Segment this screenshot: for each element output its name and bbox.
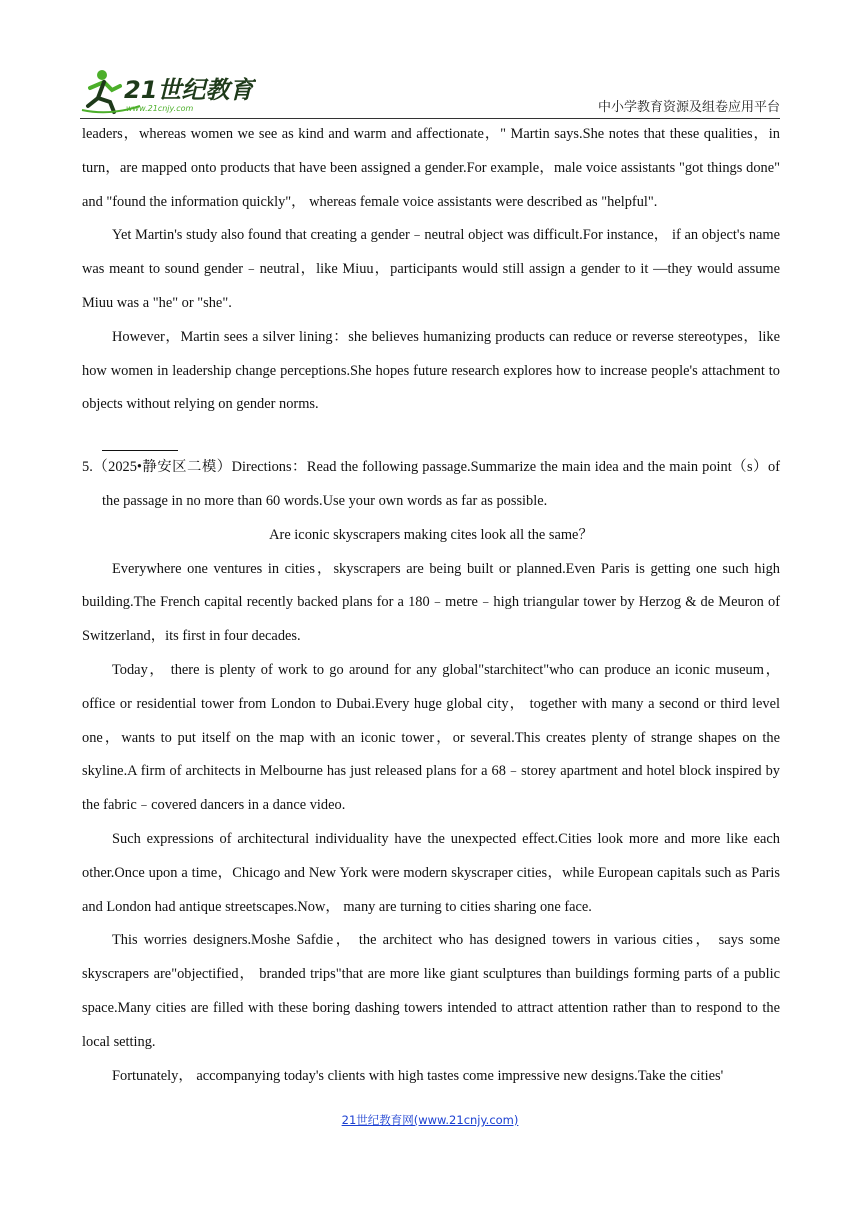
passage-paragraph: Today， there is plenty of work to go around for any global"starchitect"who can produce an iconic museum，office or residential tower from London to Dubai.Every huge global city， together with many a second or third level one，wants to put itself on the map with an iconic tower，or several.This creates plenty of strange shapes on the skyline.A firm of architects in Melbourne has just released plans for a 68﹣storey apartment and hotel block inspired by the fabric﹣covered dancers in a dance video. xyxy=(82,661,780,814)
paragraph: However，Martin sees a silver lining：she believes humanizing products can reduce or reverse stereotypes，like how women in leadership change perceptions.She hopes future research explores how to increase people's attachment to objects without relying on gender norms. xyxy=(82,328,780,413)
page-header xyxy=(80,66,780,118)
header-platform-title: 中小学教育资源及组卷应用平台 xyxy=(597,100,780,115)
passage-paragraph: This worries designers.Moshe Safdie， the architect who has designed towers in various cities， says some skyscrapers are"objectified， branded trips"that are more like giant sculptures than buildings forming parts of a public space.Many cities are filled with these boring dashing towers intended to attract attention rather than to respond to the local setting. xyxy=(82,932,780,1050)
footer-link[interactable]: 21世纪教育网(www.21cnjy.com) xyxy=(341,1113,519,1127)
paragraph: Yet Martin's study also found that creating a gender﹣neutral object was difficult.For instance， if an object's name was meant to sound gender﹣neutral，like Miuu，participants would still assign a gender to it —they would assume Miuu was a "he" or "she". xyxy=(82,227,780,311)
logo-url: www.21cnjy.com xyxy=(126,104,194,113)
passage-paragraph: Such expressions of architectural individuality have the unexpected effect.Cities look more and more like each other.Once upon a time，Chicago and New York were modern skyscraper cities，while European capitals such as Paris and London had antique streetscapes.Now， many are turning to cities sharing one face. xyxy=(82,830,780,915)
paragraph: leaders，whereas women we see as kind and warm and affectionate，" Martin says.She notes that these qualities，in turn，are mapped onto products that have been assigned a gender.For example，male voice assistants "got things done" and "found the information quickly"， whereas female voice assistants were described as "helpful". xyxy=(82,126,780,210)
logo-21cnjy xyxy=(80,66,256,116)
logo-text: 21世纪教育 xyxy=(124,76,254,104)
passage-paragraph: Everywhere one ventures in cities，skyscrapers are being built or planned.Even Paris is getting one such high building.The French capital recently backed plans for a 180﹣metre﹣high triangular tower by Herzog & de Meuron of Switzerland，its first in four decades. xyxy=(82,560,780,645)
question-5: 5.（2025•静安区二模）Directions：Read the following passage.Summarize the main idea and the main point（s）of the passage in no more than 60 words.Use your own words as far as possible. xyxy=(82,459,780,509)
passage-paragraph: Fortunately， accompanying today's clients with high tastes come impressive new designs.Take the cities' xyxy=(112,1067,724,1084)
page-footer xyxy=(0,1112,860,1128)
passage-title: Are iconic skyscrapers making cites look all the same？ xyxy=(269,526,593,543)
document-body xyxy=(82,118,780,1093)
